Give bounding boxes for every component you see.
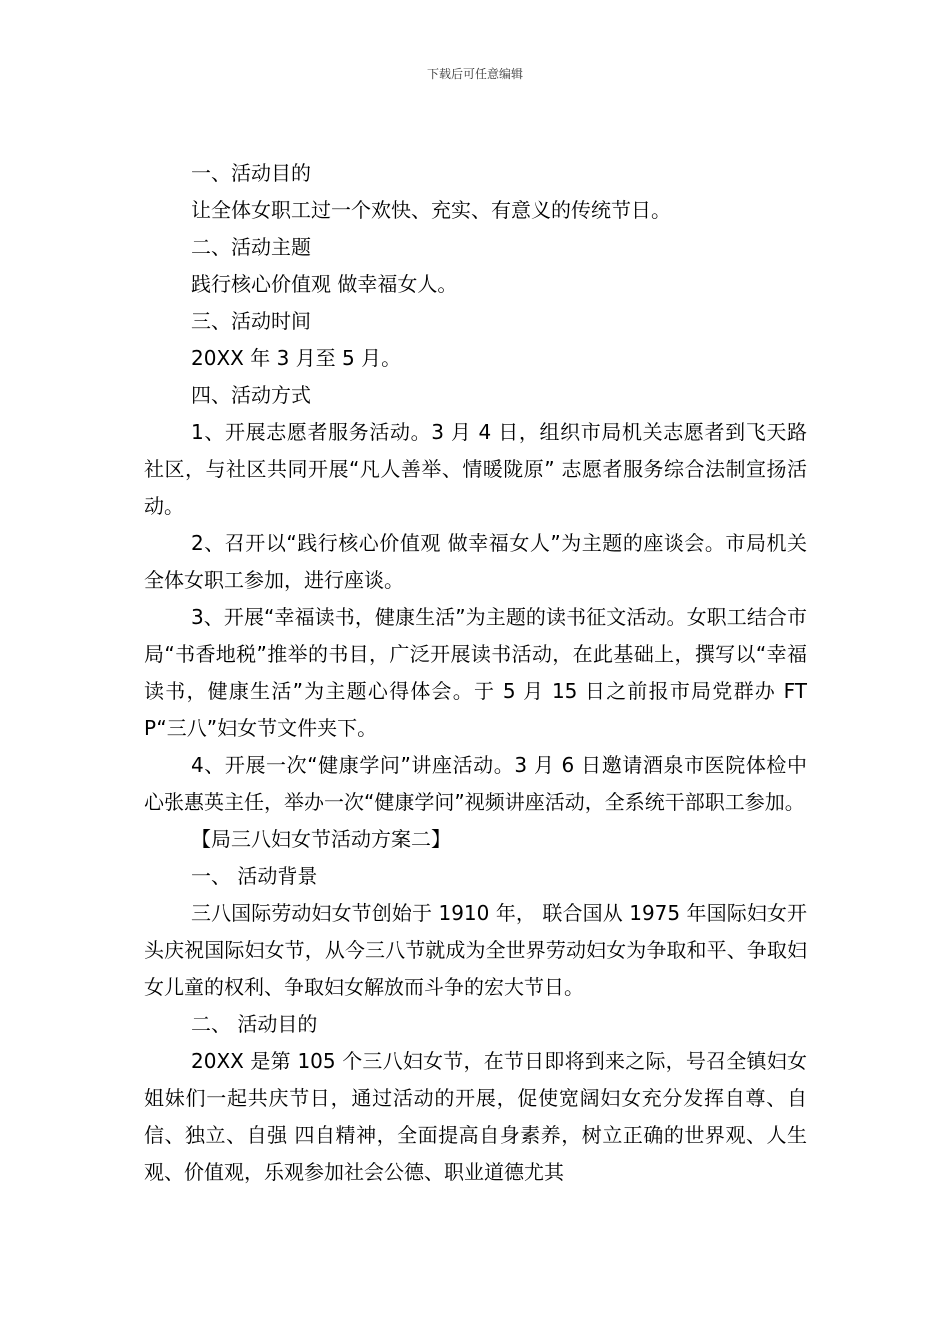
paragraph-purpose-two-text: 20XX 是第 105 个三八妇女节，在节日即将到来之际，号召全镇妇女姐妹们一起共庆节日，通过活动的开展，促使宽阔妇女充分发挥自尊、自信、独立、自强 四自精神，全面提高自身素养，树立正确的世界观、人生观、价值观，乐观参加社会公德、职业道德尤其 — [144, 1049, 807, 1184]
paragraph-method-2: 2、召开以“践行核心价值观 做幸福女人”为主题的座谈会。市局机关全体女职工参加，进行座谈。 — [144, 531, 807, 592]
heading-activity-purpose: 一、活动目的 — [191, 161, 311, 185]
paragraph-method-3: 3、开展“幸福读书，健康生活”为主题的读书征文活动。女职工结合市局“书香地税”推举的书目，广泛开展读书活动，在此基础上，撰写以“幸福读书，健康生活”为主题心得体会。于 5 月 15 日之前报市局党群办 FTP“三八”妇女节文件夹下。 — [144, 605, 807, 740]
heading-activity-theme: 二、活动主题 — [191, 235, 311, 259]
paragraph-method-1: 1、开展志愿者服务活动。3 月 4 日，组织市局机关志愿者到飞天路社区，与社区共同开展“凡人善举、情暖陇原” 志愿者服务综合法制宣扬活动。 — [144, 420, 807, 518]
paragraph-purpose-text: 让全体女职工过一个欢快、充实、有意义的传统节日。 — [191, 198, 671, 222]
document-body — [144, 155, 807, 1191]
section-title-plan-two: 【局三八妇女节活动方案二】 — [191, 827, 451, 851]
paragraph-time-text: 20XX 年 3 月至 5 月。 — [191, 346, 402, 370]
paragraph-theme-text: 践行核心价值观 做幸福女人。 — [191, 272, 458, 296]
paragraph-background-text: 三八国际劳动妇女节创始于 1910 年， 联合国从 1975 年国际妇女开头庆祝国际妇女节，从今三八节就成为全世界劳动妇女为争取和平、争取妇女儿童的权利、争取妇女解放而斗争的宏大节日。 — [144, 901, 807, 999]
paragraph-method-4: 4、开展一次“健康学问”讲座活动。3 月 6 日邀请酒泉市医院体检中心张惠英主任，举办一次“健康学问”视频讲座活动，全系统干部职工参加。 — [144, 753, 807, 814]
heading-activity-purpose-two: 二、 活动目的 — [191, 1012, 318, 1036]
header-note: 下载后可任意编辑 — [426, 67, 523, 81]
heading-activity-method: 四、活动方式 — [191, 383, 311, 407]
heading-activity-time: 三、活动时间 — [191, 309, 311, 333]
heading-activity-background: 一、 活动背景 — [191, 864, 318, 888]
